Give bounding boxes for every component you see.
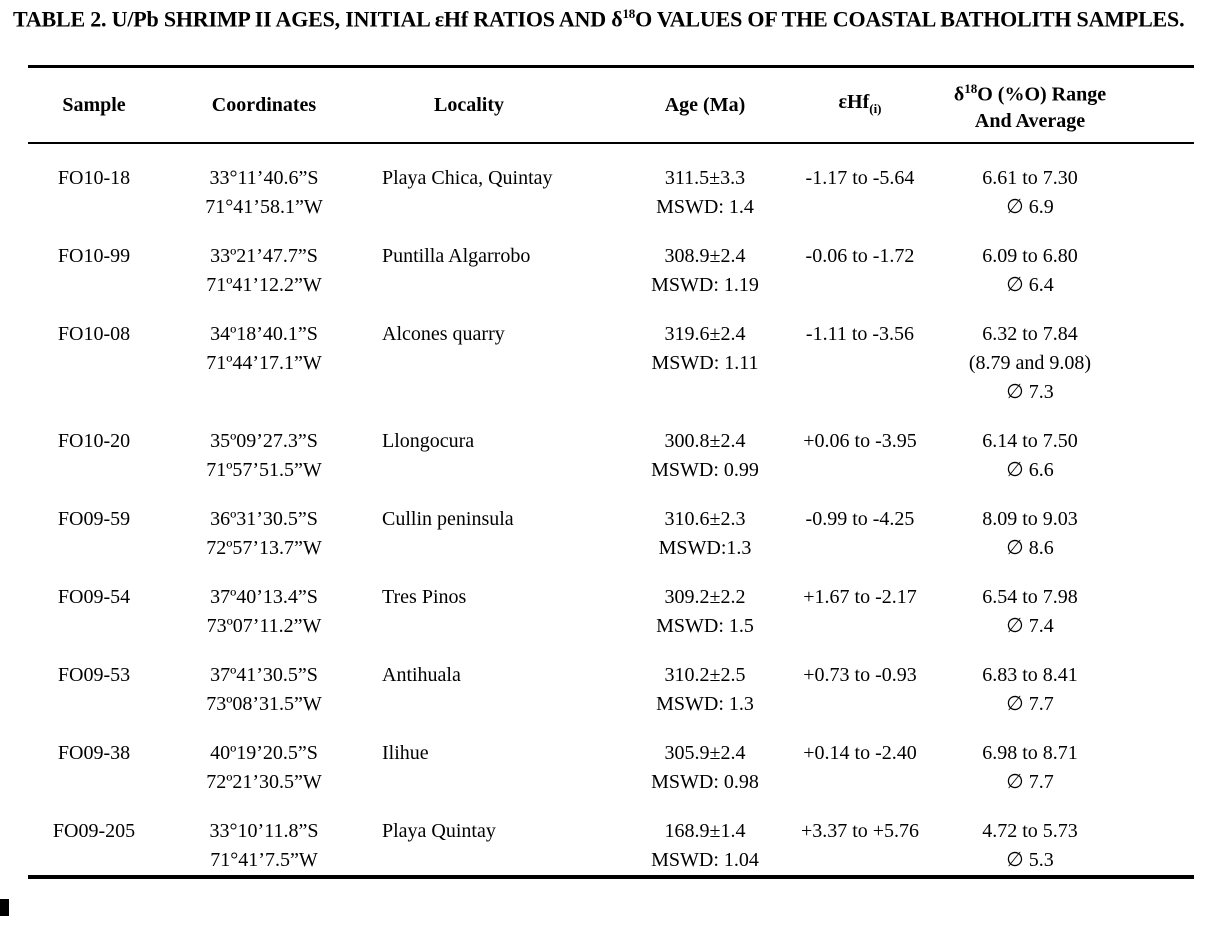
locality-cell: Playa Quintay bbox=[382, 820, 496, 842]
ehf-cell: -0.99 to -4.25 bbox=[805, 508, 915, 530]
table-row bbox=[28, 563, 1194, 641]
latitude: 33º21’47.7”S bbox=[210, 245, 318, 267]
o18-cell bbox=[940, 505, 1194, 563]
coordinates-cell bbox=[160, 242, 368, 300]
table-row bbox=[28, 222, 1194, 300]
header-sample: Sample bbox=[62, 93, 126, 116]
age-cell bbox=[570, 505, 780, 563]
o18-cell bbox=[940, 320, 1194, 407]
longitude: 71°41’7.5”W bbox=[210, 849, 318, 871]
o18-cell bbox=[940, 427, 1194, 485]
o18-range: 6.54 to 7.98 bbox=[982, 586, 1078, 608]
latitude: 33°11’40.6”S bbox=[209, 167, 319, 189]
o18-range: 6.61 to 7.30 bbox=[982, 167, 1078, 189]
o18-range: 4.72 to 5.73 bbox=[982, 820, 1078, 842]
ehf-cell: -0.06 to -1.72 bbox=[805, 245, 915, 267]
o18-cell bbox=[940, 739, 1194, 797]
o18-cell bbox=[940, 661, 1194, 719]
locality-cell: Tres Pinos bbox=[382, 586, 467, 608]
latitude: 36º31’30.5”S bbox=[210, 508, 318, 530]
locality-cell: Antihuala bbox=[382, 664, 461, 686]
longitude: 73º07’11.2”W bbox=[206, 615, 322, 637]
header-locality: Locality bbox=[434, 93, 504, 116]
sample-cell: FO09-53 bbox=[57, 664, 131, 686]
mswd-value: MSWD: 1.3 bbox=[656, 693, 754, 715]
age-value: 319.6±2.4 bbox=[664, 323, 746, 345]
coordinates-cell bbox=[160, 320, 368, 378]
header-o18-line1 bbox=[940, 75, 1120, 109]
mswd-value: MSWD: 1.5 bbox=[656, 615, 754, 637]
longitude: 72º21’30.5”W bbox=[206, 771, 322, 793]
ehf-cell: +0.06 to -3.95 bbox=[803, 430, 917, 452]
header-o18-line2: And Average bbox=[974, 110, 1086, 133]
sample-cell: FO09-38 bbox=[57, 742, 131, 764]
table-row bbox=[28, 144, 1194, 222]
mswd-value: MSWD:1.3 bbox=[658, 537, 752, 559]
longitude: 71º57’51.5”W bbox=[206, 459, 322, 481]
mswd-value: MSWD: 1.19 bbox=[651, 274, 759, 296]
ehf-cell: -1.17 to -5.64 bbox=[805, 167, 915, 189]
latitude: 37º41’30.5”S bbox=[210, 664, 318, 686]
sample-cell: FO10-18 bbox=[57, 167, 131, 189]
o18-range: 6.14 to 7.50 bbox=[982, 430, 1078, 452]
table-row bbox=[28, 797, 1194, 875]
title-text-2: O VALUES OF THE COASTAL BATHOLITH SAMPLES. bbox=[635, 6, 1185, 32]
ehf-cell: +0.14 to -2.40 bbox=[803, 742, 917, 764]
locality-cell: Cullin peninsula bbox=[382, 508, 514, 530]
latitude: 37º40’13.4”S bbox=[210, 586, 318, 608]
title-superscript-18: 18 bbox=[622, 6, 636, 21]
table-header-row bbox=[28, 68, 1194, 142]
age-cell bbox=[570, 427, 780, 485]
ehf-cell: +1.67 to -2.17 bbox=[803, 586, 917, 608]
o18-cell bbox=[940, 164, 1194, 222]
sample-cell: FO09-54 bbox=[57, 586, 131, 608]
longitude: 73º08’31.5”W bbox=[206, 693, 322, 715]
coordinates-cell bbox=[160, 505, 368, 563]
mswd-value: MSWD: 0.98 bbox=[651, 771, 759, 793]
scan-artifact-mark bbox=[0, 899, 9, 916]
title-text-1: TABLE 2. U/Pb SHRIMP II AGES, INITIAL εHf RATIOS AND δ bbox=[13, 6, 623, 32]
o18-average: ∅ 8.6 bbox=[1006, 537, 1054, 559]
age-cell bbox=[570, 661, 780, 719]
locality-cell: Ilihue bbox=[382, 742, 429, 764]
age-cell bbox=[570, 164, 780, 222]
o18-range: 6.98 to 8.71 bbox=[982, 742, 1078, 764]
mswd-value: MSWD: 0.99 bbox=[651, 459, 759, 481]
ehf-cell: +3.37 to +5.76 bbox=[800, 820, 920, 842]
age-value: 305.9±2.4 bbox=[664, 742, 746, 764]
table-title bbox=[13, 6, 1184, 32]
locality-cell: Puntilla Algarrobo bbox=[382, 245, 531, 267]
header-age: Age (Ma) bbox=[664, 93, 746, 116]
longitude: 72º57’13.7”W bbox=[206, 537, 322, 559]
table-row bbox=[28, 719, 1194, 797]
table-row bbox=[28, 300, 1194, 407]
age-value: 311.5±3.3 bbox=[664, 167, 746, 189]
o18-cell bbox=[940, 583, 1194, 641]
o18-average: ∅ 6.9 bbox=[1006, 196, 1054, 218]
mswd-value: MSWD: 1.11 bbox=[651, 352, 759, 374]
header-o18-superscript: 18 bbox=[964, 80, 978, 96]
table-bottom-rule bbox=[28, 875, 1194, 879]
o18-range: 6.09 to 6.80 bbox=[982, 245, 1078, 267]
latitude: 40º19’20.5”S bbox=[210, 742, 318, 764]
o18-average: ∅ 5.3 bbox=[1006, 849, 1054, 871]
o18-average: ∅ 7.3 bbox=[1006, 381, 1054, 403]
sample-cell: FO10-20 bbox=[57, 430, 131, 452]
o18-average: ∅ 7.4 bbox=[1006, 615, 1054, 637]
coordinates-cell bbox=[160, 427, 368, 485]
o18-range: 6.83 to 8.41 bbox=[982, 664, 1078, 686]
age-value: 309.2±2.2 bbox=[664, 586, 746, 608]
age-value: 310.2±2.5 bbox=[664, 664, 746, 686]
table-row bbox=[28, 485, 1194, 563]
age-value: 300.8±2.4 bbox=[664, 430, 746, 452]
data-table bbox=[28, 65, 1194, 879]
age-cell bbox=[570, 739, 780, 797]
coordinates-cell bbox=[160, 739, 368, 797]
age-value: 168.9±1.4 bbox=[664, 820, 746, 842]
mswd-value: MSWD: 1.4 bbox=[656, 196, 754, 218]
header-ehf-subscript: (i) bbox=[869, 100, 882, 116]
age-cell bbox=[570, 320, 780, 378]
sample-cell: FO10-08 bbox=[57, 323, 131, 345]
o18-range: 8.09 to 9.03 bbox=[982, 508, 1078, 530]
o18-average: ∅ 7.7 bbox=[1006, 771, 1054, 793]
ehf-cell: -1.11 to -3.56 bbox=[805, 323, 915, 345]
coordinates-cell bbox=[160, 661, 368, 719]
sample-cell: FO09-205 bbox=[52, 820, 136, 842]
mswd-value: MSWD: 1.04 bbox=[651, 849, 759, 871]
coordinates-cell bbox=[160, 164, 368, 222]
header-ehf-base: εHf bbox=[838, 90, 870, 113]
coordinates-cell bbox=[160, 583, 368, 641]
o18-average: ∅ 6.6 bbox=[1006, 459, 1054, 481]
age-cell bbox=[570, 583, 780, 641]
o18-range: 6.32 to 7.84 bbox=[982, 323, 1078, 345]
o18-outliers: (8.79 and 9.08) bbox=[968, 352, 1092, 374]
coordinates-cell bbox=[160, 817, 368, 875]
locality-cell: Llongocura bbox=[382, 430, 475, 452]
locality-cell: Playa Chica, Quintay bbox=[382, 167, 553, 189]
header-o18-rest: O (%O) Range bbox=[977, 83, 1107, 106]
header-o18 bbox=[940, 75, 1194, 136]
longitude: 71º44’17.1”W bbox=[206, 352, 322, 374]
age-cell bbox=[570, 817, 780, 875]
latitude: 34º18’40.1”S bbox=[210, 323, 318, 345]
table-row bbox=[28, 641, 1194, 719]
age-value: 308.9±2.4 bbox=[664, 245, 746, 267]
header-coordinates: Coordinates bbox=[211, 93, 317, 116]
locality-cell: Alcones quarry bbox=[382, 323, 505, 345]
header-o18-delta: δ bbox=[953, 83, 965, 106]
longitude: 71°41’58.1”W bbox=[205, 196, 323, 218]
longitude: 71º41’12.2”W bbox=[206, 274, 322, 296]
header-ehf bbox=[780, 89, 940, 122]
ehf-cell: +0.73 to -0.93 bbox=[803, 664, 917, 686]
latitude: 35º09’27.3”S bbox=[210, 430, 318, 452]
o18-cell bbox=[940, 242, 1194, 300]
latitude: 33°10’11.8”S bbox=[209, 820, 319, 842]
age-value: 310.6±2.3 bbox=[664, 508, 746, 530]
sample-cell: FO09-59 bbox=[57, 508, 131, 530]
o18-average: ∅ 6.4 bbox=[1006, 274, 1054, 296]
age-cell bbox=[570, 242, 780, 300]
table-row bbox=[28, 407, 1194, 485]
sample-cell: FO10-99 bbox=[57, 245, 131, 267]
o18-cell bbox=[940, 817, 1194, 875]
o18-average: ∅ 7.7 bbox=[1006, 693, 1054, 715]
